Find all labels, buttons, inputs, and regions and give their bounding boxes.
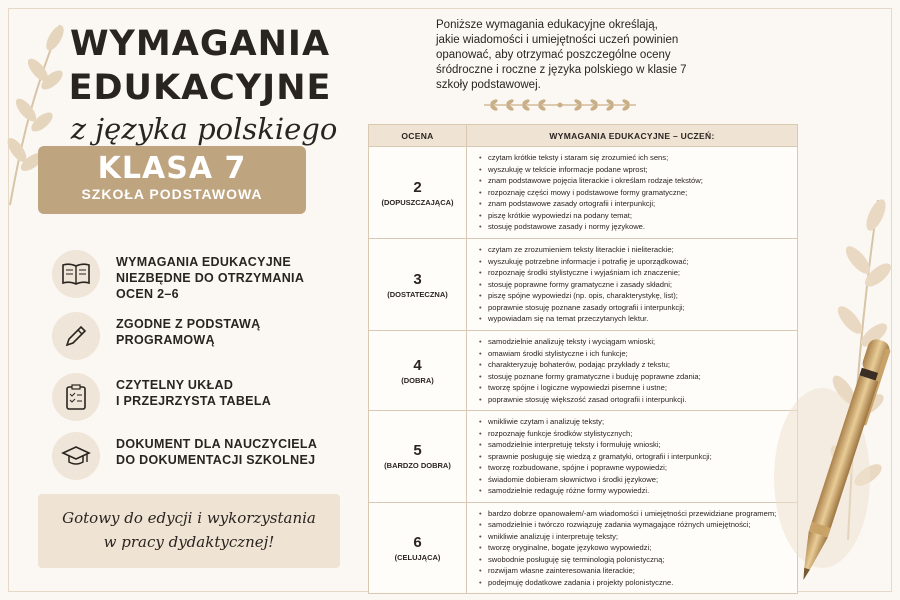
table-body — [369, 147, 798, 594]
title-line-2: EDUKACYJNE — [68, 68, 332, 108]
feature-text — [116, 436, 346, 468]
grade-name: (DOSTATECZNA) — [387, 289, 448, 299]
list-item: • świadomie dobieram słownictwo i środki językowe; — [479, 474, 789, 486]
list-item: • rozwijam własne zainteresowania literackie; — [479, 565, 789, 577]
list-item: • piszę krótkie wypowiedzi na podany temat; — [479, 210, 789, 222]
header-requirements: WYMAGANIA EDUKACYJNE – UCZEŃ: — [467, 125, 798, 147]
list-item: • samodzielnie redaguję różne formy wypowiedzi. — [479, 485, 789, 497]
requirements-list — [479, 336, 789, 405]
grade-name: (DOPUSZCZAJĄCA) — [381, 197, 454, 207]
note-line: Gotowy do edycji i wykorzystania — [62, 509, 316, 527]
table-row — [369, 239, 798, 331]
table-row — [369, 411, 798, 503]
table-header-row — [369, 125, 798, 147]
list-item: • wnikliwie analizuję i interpretuję teksty; — [479, 531, 789, 543]
clipboard-icon — [52, 373, 100, 421]
list-item: • podejmuję dodatkowe zadania i projekty polonistyczne. — [479, 577, 789, 589]
list-item: • tworzę rozbudowane, spójne i poprawne wypowiedzi; — [479, 462, 789, 474]
grade-name: (DOBRA) — [401, 375, 434, 385]
list-item: • znam podstawowe zasady ortografii i interpunkcji; — [479, 198, 789, 210]
pencil-icon — [52, 312, 100, 360]
grade-cell — [369, 147, 467, 239]
grade-number: 3 — [413, 270, 422, 288]
intro-paragraph — [436, 18, 736, 93]
list-item: • omawiam środki stylistyczne i ich funkcje; — [479, 348, 789, 360]
table-row — [369, 331, 798, 411]
requirements-cell — [467, 239, 798, 331]
list-item: • samodzielnie i twórczo rozwiązuję zadania wymagające różnych umiejętności; — [479, 519, 789, 531]
list-item: • stosuję poznane formy gramatyczne i buduję poprawne zdania; — [479, 371, 789, 383]
feature-text-line: WYMAGANIA EDUKACYJNE — [116, 255, 291, 269]
requirements-list — [479, 152, 789, 233]
class-title: KLASA 7 — [97, 151, 247, 186]
laurel-divider-icon — [480, 98, 640, 112]
pen-icon — [762, 328, 892, 590]
list-item: • rozpoznaję części mowy i podstawowe formy gramatyczne; — [479, 187, 789, 199]
edit-note-banner — [38, 494, 340, 568]
feature-item — [52, 312, 342, 362]
graduation-cap-icon — [52, 432, 100, 480]
grade-cell — [369, 502, 467, 594]
feature-item — [52, 373, 342, 423]
list-item: • poprawnie stosuję większość zasad ortografii i interpunkcji. — [479, 394, 789, 406]
requirements-cell — [467, 502, 798, 594]
grade-number: 4 — [413, 356, 422, 374]
header-grade: OCENA — [369, 125, 467, 147]
requirements-table — [368, 124, 798, 594]
requirements-list — [479, 508, 789, 589]
list-item: • bardzo dobrze opanowałem/-am wiadomości i umiejętności przewidziane programem; — [479, 508, 789, 520]
list-item: • piszę spójne wypowiedzi (np. opis, charakterystykę, list); — [479, 290, 789, 302]
list-item: • tworzę oryginalne, bogate językowo wypowiedzi; — [479, 542, 789, 554]
requirements-cell — [467, 147, 798, 239]
class-badge — [38, 146, 306, 214]
requirements-list — [479, 416, 789, 497]
feature-text-line: ZGODNE Z PODSTAWĄ — [116, 317, 261, 331]
title-line-1: WYMAGANIA — [69, 24, 331, 64]
feature-text-line: NIEZBĘDNE DO OTRZYMANIA — [116, 271, 305, 285]
feature-text-line: I PRZEJRZYSTA TABELA — [116, 394, 272, 408]
list-item: • samodzielnie interpretuję teksty i formułuję wnioski; — [479, 439, 789, 451]
list-item: • wyszukuję w tekście informacje podane wprost; — [479, 164, 789, 176]
school-label: SZKOŁA PODSTAWOWA — [81, 186, 263, 202]
list-item: • charakteryzuję bohaterów, podając przykłady z tekstu; — [479, 359, 789, 371]
list-item: • swobodnie posługuję się terminologią polonistyczną; — [479, 554, 789, 566]
grade-number: 5 — [413, 442, 422, 460]
grade-name: (BARDZO DOBRA) — [384, 461, 451, 471]
intro-line: opanować, aby otrzymać poszczególne oceny — [436, 49, 671, 61]
page-subtitle: z języka polskiego — [70, 112, 338, 146]
list-item: • wnikliwie czytam i analizuję teksty; — [479, 416, 789, 428]
list-item: • rozpoznaję funkcje środków stylistycznych; — [479, 428, 789, 440]
intro-line: szkoły podstawowej. — [436, 79, 541, 91]
requirements-list — [479, 244, 789, 325]
grade-name: (CELUJĄCA) — [394, 552, 441, 562]
feature-text-line: CZYTELNY UKŁAD — [116, 378, 234, 392]
page-title — [50, 22, 350, 110]
list-item: • samodzielnie analizuję teksty i wyciągam wnioski; — [479, 336, 789, 348]
note-line: w pracy dydaktycznej! — [103, 533, 275, 551]
book-icon — [52, 250, 100, 298]
list-item: • wypowiadam się na temat przeczytanych lektur. — [479, 313, 789, 325]
requirements-cell — [467, 411, 798, 503]
requirements-cell — [467, 331, 798, 411]
grade-cell — [369, 331, 467, 411]
list-item: • czytam krótkie teksty i staram się zrozumieć ich sens; — [479, 152, 789, 164]
feature-text-line: OCEN 2–6 — [116, 287, 179, 301]
feature-text-line: DO DOKUMENTACJI SZKOLNEJ — [116, 453, 316, 467]
intro-line: Poniższe wymagania edukacyjne określają, — [436, 19, 658, 31]
grade-cell — [369, 239, 467, 331]
feature-item — [52, 432, 342, 482]
grade-number: 6 — [413, 533, 422, 551]
table-row — [369, 502, 798, 594]
feature-text — [116, 316, 346, 348]
list-item: • tworzę spójne i logiczne wypowiedzi pisemne i ustne; — [479, 382, 789, 394]
list-item: • poprawnie stosuję poznane zasady ortografii i interpunkcji; — [479, 302, 789, 314]
list-item: • czytam ze zrozumieniem teksty literackie i nieliterackie; — [479, 244, 789, 256]
feature-text — [116, 377, 346, 409]
intro-line: śródroczne i roczne z języka polskiego w klasie 7 — [436, 64, 687, 76]
list-item: • znam podstawowe pojęcia literackie i określam rodzaje tekstów; — [479, 175, 789, 187]
table-row — [369, 147, 798, 239]
feature-item — [52, 250, 342, 300]
left-column — [40, 22, 350, 146]
list-item: • rozpoznaję środki stylistyczne i wyjaśniam ich znaczenie; — [479, 267, 789, 279]
intro-line: jakie wiadomości i umiejętności uczeń powinien — [436, 34, 679, 46]
list-item: • wyszukuję potrzebne informacje i potrafię je uporządkować; — [479, 256, 789, 268]
feature-text — [116, 254, 346, 302]
list-item: • stosuję podstawowe zasady i normy językowe. — [479, 221, 789, 233]
grade-number: 2 — [413, 178, 422, 196]
list-item: • sprawnie posługuję się wiedzą z gramatyki, ortografii i interpunkcji; — [479, 451, 789, 463]
feature-text-line: PROGRAMOWĄ — [116, 333, 215, 347]
list-item: • stosuję poprawne formy gramatyczne i zasady składni; — [479, 279, 789, 291]
grade-cell — [369, 411, 467, 503]
feature-text-line: DOKUMENT DLA NAUCZYCIELA — [116, 437, 318, 451]
